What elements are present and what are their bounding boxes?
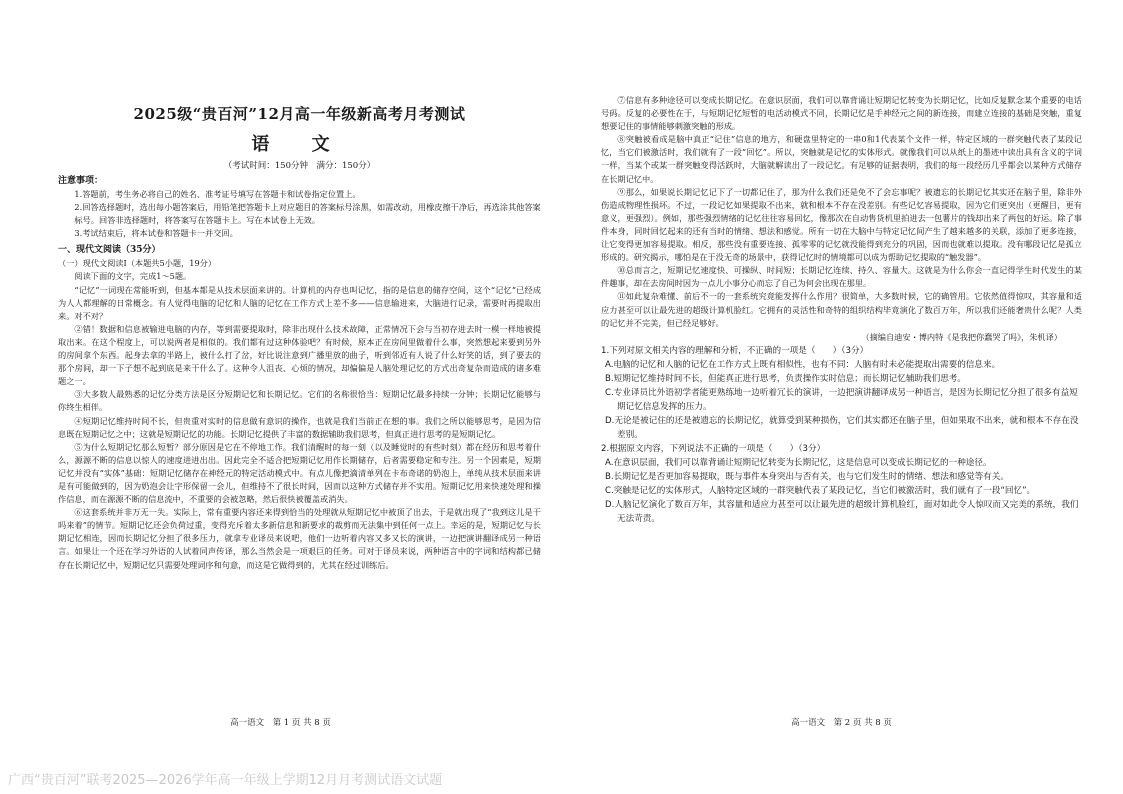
notice-item: 2.回答选择题时，选出每小题答案后，用铅笔把答题卡上对应题目的答案标号涂黑，如需改动，用橡皮擦干净后，再选涂其他答案标号。回答非选择题时，将答案写在答题卡上。写在本试卷上无效。 xyxy=(74,202,541,226)
page-footer: 高一语文 第 2 页 共 8 页 xyxy=(791,718,892,728)
question-option: A.在意识层面，我们可以靠背诵让短期记忆转变为长期记忆，这是信息可以变成长期记忆的一种途径。 xyxy=(605,457,992,468)
question-option: B.短期记忆维持时间不长，但能真正进行思考，负责操作实时信息；而长期记忆辅助我们思考。 xyxy=(605,373,966,384)
passage-paragraph: ③大多数人最熟悉的记忆分类方法是区分短期记忆和长期记忆。它们的名称很恰当：短期记忆最多持续一分钟；长期记忆能够与你终生相伴。 xyxy=(58,389,541,413)
passage-paragraph: ⑪如此复杂难懂、前后不一的一套系统究竟能发挥什么作用？很简单，大多数时候，它的确管用。它依然值得惊叹，其容量和适应力甚至可以让最先进的超级计算机脸红。它拥有的灵活性和奇特的组织结构毕竟演化了数百万年，所以我们还能奢贵什么呢？人类的记忆并不完美，但已经足够好。 xyxy=(601,291,1082,328)
notice-heading: 注意事项： xyxy=(58,176,104,186)
subject-title: 语 文 xyxy=(251,134,348,155)
passage-paragraph: ⑨那么，如果说长期记忆记下了一切都记住了，那为什么我们还是免不了会忘事呢？被遗忘的长期记忆其实还在脑子里，除非外伤造成物理性损坏。不过，一段记忆如果提取不出来，就和根本不存在没差别。有些记忆容易提取，因为它们更突出（更醒目，更有意义，更强烈）。例如，那些强烈情绪的记忆往往容易回忆，像那次在自动售货机里拍进去一包薯片的钱却出来了两包的好运。除了事件本身，同时回忆起来的还有当时的情绪、想法和感觉。所有一切在大脑中与特定记忆间产生了越来越多的关联，添加了更多连接，让它变得更加容易提取。相反，那些没有重要连接、孤零零的记忆就没能得到充分的巩固，因而也就难以提取。没有哪段记忆是孤立形成的。研究揭示，哪怕是在于没无奇的场景中，获得记忆时的情境都可以成为帮助记忆提取的“触发器”。 xyxy=(601,186,1082,263)
question-option: D.无论是被记住的还是被遗忘的长期记忆，就算受到某种损伤，它们其实都还在脑子里，但如果取不出来，就和根本不存在没差别。 xyxy=(605,415,1079,440)
passage-paragraph: ④短期记忆维持时间不长，但贵重对实时的信息做有意识的操作，也就是我们当前正在想的事。我们之所以能够思考，是因为信息既在短期记忆之中；这就是短期记忆的功能。长期记忆提供了丰富的数据辅助我们思考，但真正进行思考的是短期记忆。 xyxy=(58,415,541,439)
reading-instruction: 阅读下面的文字，完成1～5题。 xyxy=(74,271,192,282)
notice-item: 3.考试结束后，将本试卷和答题卡一并交回。 xyxy=(74,228,238,239)
page-footer: 高一语文 第 1 页 共 8 页 xyxy=(230,718,331,728)
notice-item: 1.答题前，考生务必将自己的姓名、准考证号填写在答题卡和试卷指定位置上。 xyxy=(74,189,361,199)
page-1 xyxy=(0,0,561,794)
question-option: D.人脑记忆演化了数百万年，其容量和适应力甚至可以让最先进的超级计算机脸红，面对如此令人惊叹而又完美的系统，我们无法苛责。 xyxy=(605,499,1079,524)
source-attribution: （摘编自迪安・博内特《是我把你蠢哭了吗》，朱机译） xyxy=(861,331,1062,342)
question-option: C.专业译员比外语初学者能更熟练地一边听着冗长的演讲，一边把演讲翻译成另一种语言，是因为长期记忆分担了很多有益短期记忆信息发挥的压力。 xyxy=(605,387,1078,412)
question-stem: 1.下列对原文相关内容的理解和分析，不正确的一项是（ ）（3分） xyxy=(601,345,869,356)
passage-paragraph: ⑧突触被看成是脑中真正“记住”信息的地方，和硬盘里特定的一串0和1代表某个文件一样，特定区域的一群突触代表了某段记忆，当它们被激活时，我们就有了一段“回忆”。所以，突触就是记忆的实体形式。就像我们可以从纸上的墨迹中读出具有含义的字词一样，当某个或某一群突触变得活跃时，大脑就解读出了一段记忆。有足够的证据表明，我们的每一段经历几乎都会以某种方式储存在长期记忆中。 xyxy=(601,134,1082,184)
exam-title: 2025级“贵百河”12月高一年级新高考月考测试 xyxy=(133,105,466,123)
exam-info: （考试时间：150分钟 满分：150分） xyxy=(223,161,376,171)
section-heading: 一、现代文阅读（35分） xyxy=(58,245,161,256)
passage-paragraph: ⑦信息有多种途径可以变成长期记忆。在意识层面，我们可以靠背诵让短期记忆转变为长期记忆，比如反复默念某个重要的电话号码。反复的必要性在于，与短期记忆短暂的电活动模式不同，长期记忆是手神经元之间的新连接，而建立连接的基础是突触，重复想要记住的事情能够刺激突触的形成。 xyxy=(601,95,1082,132)
passage-paragraph: ⑩总而言之，短期记忆速度快、可操纵、时间短；长期记忆连续、持久、容量大。这就是为什么你会一直记得学生时代发生的某件趣事，却在去房间时因为一点儿小事分心而忘了自己为何会出现在那里。 xyxy=(601,265,1082,289)
page-2-column xyxy=(601,94,1082,526)
question-option: A.电脑的记忆和人脑的记忆在工作方式上既有相似性，也有不同：人脑有时未必能提取出需要的信息来。 xyxy=(605,359,1001,370)
passage-paragraph: ②错！数据和信息被输进电脑的内存，等到需要提取时，除非出现什么技术故障，正常情况下会与当初存进去时一模一样地被提取出来。在这个程度上，可以说两者是相似的。我们都有过这种体验吧？有时候，原本正在房间里做着什么事，突然想起来要到另外的房间拿个东西。起身去拿的半路上，被什么打了岔，好比说注意到广播里放的曲子，听到邻近有人说了什么好笑的话，到了要去的那个房间，却一下子想不起到底是来干什么了。这种令人沮丧、心烦的情况，却偏偏是人脑处理记忆的方式出奇复杂而造成的诸多难题之一。 xyxy=(58,323,541,387)
question-option: C.突触是记忆的实体形式，人脑特定区域的一群突触代表了某段记忆，当它们被激活时，我们就有了一段“回忆”。 xyxy=(605,485,1036,496)
question-option: B.长期记忆是否更加容易提取，既与事件本身突出与否有关，也与它们发生时的情绪、想法和感觉等有关。 xyxy=(605,471,1009,482)
passage-paragraph: ⑤为什么短期记忆那么短暂？部分原因是它在不停地工作。我们清醒时的每一刻（以及睡觉时的有些时刻）都在经历和思考着什么，源源不断的信息以惊人的速度进进出出。因此完全不适合把短期记忆用作长期储存，后者需要稳定和专注。另一个因素是，短期记忆并没有“实体”基础：短期记忆储存在神经元的特定活动模式中。有点儿像把滴清单列在卡布奇诺的奶泡上，单纯从技术层面来讲是有可能做到的，因为奶泡会让字形保留一会儿，但维持不了很长时间，因而以这种方式储存并不实用。短期记忆用来快速处理和操作信息，而在源源不断的信息流中，不重要的会被忽略，然后很快被覆盖或消失。 xyxy=(58,441,541,505)
watermark-text: 广西“贵百河”联考2025—2026学年高一年级上学期12月月考测试语文试题 xyxy=(8,773,443,788)
question-stem: 2.根据原文内容，下列说法不正确的一项是（ ）（3分） xyxy=(601,443,826,454)
page-2 xyxy=(561,0,1122,794)
page-1-column xyxy=(58,0,541,572)
passage-paragraph: ⑥这套系统并非万无一失。实际上，常有重要内容还来得到恰当的处理就从短期记忆中被顶了出去，于是就出现了“我到这儿是干吗来着”的情节。短期记忆还会负荷过重，变得充斥着太多新信息和新要求的裁剪而无法集中到任何一点上。幸运的是，短期记忆与长期记忆相连，因而长期记忆分担了很多压力，就拿专业译员来说吧，他们一边听着内容又多又长的演讲，一边把演讲翻译成另一种语言。如果让一个还在学习外语的人试着同声传译，那么当然会是一项艰巨的任务。可对于译员来说，两种语言中的字词和结构都已储存在长期记忆中，短期记忆只需要处理词序和句意，而这是它做得到的，尤其在经过训练后。 xyxy=(58,507,541,570)
subsection-heading: （一）现代文阅读Ⅰ（本题共5小题，19分） xyxy=(58,258,217,269)
passage-paragraph: “记忆”一词现在常能听到，但基本都是从技术层面来讲的。计算机的内存也叫记忆，指的是信息的储存空间，这个“记忆”已经成为人人都理解的日常概念。有人觉得电脑的记忆和人脑的记忆在工作方式上差不多——信息输进来，大脑进行记录，需要时再提取出来。对不对？ xyxy=(58,284,541,321)
